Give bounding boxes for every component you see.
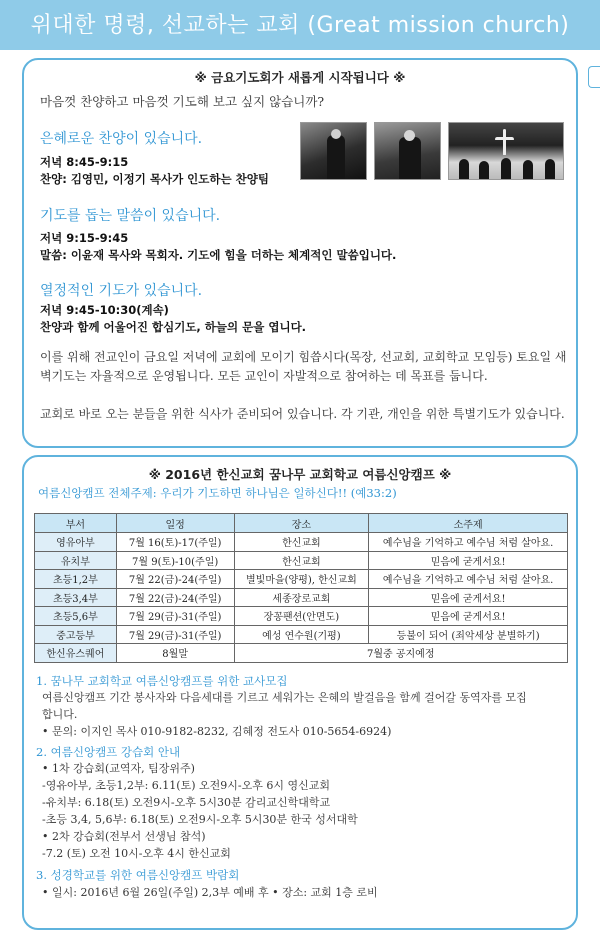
table-cell: 믿음에 굳게서요! bbox=[369, 551, 568, 570]
section-2-line: -유치부: 6.18(토) 오전9시-오후 5시30분 감리교신학대학교 bbox=[42, 796, 331, 809]
block-time-word: 저녁 9:15-9:45 bbox=[40, 231, 129, 245]
table-cell: 예성 연수원(기평) bbox=[234, 625, 369, 644]
table-cell: 7월 16(토)-17(주일) bbox=[116, 533, 234, 552]
table-cell: 한신교회 bbox=[234, 551, 369, 570]
block-time-praise: 저녁 8:45-9:15 bbox=[40, 155, 129, 169]
prayer-heading: ※ 금요기도회가 새롭게 시작됩니다 ※ bbox=[194, 70, 406, 85]
camp-heading: ※ 2016년 한신교회 꿈나무 교회학교 여름신앙캠프 ※ bbox=[148, 467, 452, 482]
table-cell: 예수님을 기억하고 예수님 처럼 살아요. bbox=[369, 533, 568, 552]
table-cell: 믿음에 굳게서요! bbox=[369, 607, 568, 626]
section-2-line: -영유아부, 초등1,2부: 6.11(토) 오전9시-오후 6시 영신교회 bbox=[42, 779, 330, 792]
section-2-line: -7.2 (토) 오전 10시-오후 4시 한신교회 bbox=[42, 847, 231, 860]
table-cell: 7월 29(금)-31(주일) bbox=[116, 625, 234, 644]
prayer-intro: 마음껏 찬양하고 마음껏 기도해 보고 싶지 않습니까? bbox=[40, 94, 325, 109]
prayer-paragraph-1: 이를 위해 전교인이 금요일 저녁에 교회에 모이기 힘씁시다(목장, 선교회, 교회학교 모임등) 토요일 새벽기도는 자율적으로 운영됩니다. 모든 교인이 자발적으로 참여하는 데 목표를 둡니다. bbox=[40, 350, 567, 383]
table-cell: 초등5,6부 bbox=[35, 607, 117, 626]
table-row bbox=[35, 570, 568, 589]
block-title-praise: 은혜로운 찬양이 있습니다. bbox=[40, 131, 203, 147]
section-1-text-cont: 합니다. bbox=[42, 708, 78, 721]
table-cell: 믿음에 굳게서요! bbox=[369, 588, 568, 607]
table-cell: 유치부 bbox=[35, 551, 117, 570]
header-banner bbox=[0, 0, 600, 50]
section-2-line: -초등 3,4, 5,6부: 6.18(토) 오전9시-오후 5시30분 한국 성서대학 bbox=[42, 813, 358, 826]
section-2-title: 2. 여름신앙캠프 강습회 안내 bbox=[36, 745, 181, 759]
column-header-theme: 소주제 bbox=[369, 514, 568, 533]
block-title-word: 기도를 돕는 말씀이 있습니다. bbox=[40, 208, 221, 224]
section-2-line: • 1차 강습회(교역자, 팀장위주) bbox=[42, 762, 195, 775]
table-row bbox=[35, 533, 568, 552]
column-header-place: 장소 bbox=[234, 514, 369, 533]
table-cell: 한신교회 bbox=[234, 533, 369, 552]
congregation-photo bbox=[448, 122, 564, 180]
section-1-title: 1. 꿈나무 교회학교 여름신앙캠프를 위한 교사모집 bbox=[36, 674, 288, 688]
table-cell: 초등1,2부 bbox=[35, 570, 117, 589]
prayer-meeting-card bbox=[22, 58, 578, 448]
table-header-row bbox=[35, 514, 568, 533]
section-2-line: • 2차 강습회(전부서 선생님 참석) bbox=[42, 830, 206, 843]
block-desc-prayer: 찬양과 함께 어울어진 합심기도, 하늘의 문을 엽니다. bbox=[40, 320, 307, 334]
table-cell: 예수님을 기억하고 예수님 처럼 살아요. bbox=[369, 570, 568, 589]
table-cell: 8월말 bbox=[116, 644, 234, 663]
block-desc-word: 말씀: 이윤재 목사와 목회자. 기도에 힘을 더하는 체계적인 말씀입니다. bbox=[40, 248, 397, 262]
table-cell: 영유아부 bbox=[35, 533, 117, 552]
banner-title: 위대한 명령, 선교하는 교회 (Great mission church) bbox=[30, 13, 570, 38]
worship-singer-photo bbox=[374, 122, 441, 180]
table-cell: 7월 22(금)-24(주일) bbox=[116, 570, 234, 589]
section-1-contact: • 문의: 이지인 목사 010-9182-8232, 김혜정 전도사 010-5654-6924) bbox=[42, 725, 392, 738]
table-row bbox=[35, 551, 568, 570]
table-cell: 초등3,4부 bbox=[35, 588, 117, 607]
table-cell: 7월 22(금)-24(주일) bbox=[116, 588, 234, 607]
table-cell: 한신유스퀘어 bbox=[35, 644, 117, 663]
table-cell: 7월 9(토)-10(주일) bbox=[116, 551, 234, 570]
table-row bbox=[35, 625, 568, 644]
table-row bbox=[35, 644, 568, 663]
prayer-paragraph-2: 교회로 바로 오는 분들을 위한 식사가 준비되어 있습니다. 각 기관, 개인을 위한 특별기도가 있습니다. bbox=[40, 407, 565, 421]
camp-schedule-table bbox=[34, 513, 568, 663]
section-3-line: • 일시: 2016년 6월 26일(주일) 2,3부 예배 후 • 장소: 교회 1층 로비 bbox=[42, 886, 378, 899]
table-cell: 중고등부 bbox=[35, 625, 117, 644]
block-time-prayer: 저녁 9:45-10:30(계속) bbox=[40, 303, 169, 317]
table-cell: 세종장로교회 bbox=[234, 588, 369, 607]
table-cell: 장꽁팬션(안면도) bbox=[234, 607, 369, 626]
block-desc-praise: 찬양: 김영민, 이정기 목사가 인도하는 찬양팀 bbox=[40, 172, 269, 186]
camp-theme: 여름신앙캠프 전체주제: 우리가 기도하면 하나님은 일하신다!! (예33:2) bbox=[38, 486, 397, 500]
table-cell: 별빛마을(양평), 한신교회 bbox=[234, 570, 369, 589]
column-header-schedule: 일정 bbox=[116, 514, 234, 533]
worship-leader-photo bbox=[300, 122, 367, 180]
table-cell: 7월 29(금)-31(주일) bbox=[116, 607, 234, 626]
page-tab-marker bbox=[588, 66, 600, 88]
summer-camp-card bbox=[22, 455, 578, 930]
table-cell: 등불이 되어 (죄악세상 분별하기) bbox=[369, 625, 568, 644]
section-1-text: 여름신앙캠프 기간 봉사자와 다음세대를 기르고 세워가는 은혜의 발걸음을 함께 걸어갈 동역자를 모집 bbox=[42, 691, 527, 704]
table-row bbox=[35, 607, 568, 626]
section-3-title: 3. 성경학교를 위한 여름신앙캠프 박람회 bbox=[36, 868, 240, 882]
table-cell: 7월중 공지예정 bbox=[234, 644, 567, 663]
block-title-prayer: 열정적인 기도가 있습니다. bbox=[40, 283, 203, 299]
table-row bbox=[35, 588, 568, 607]
column-header-dept: 부서 bbox=[35, 514, 117, 533]
